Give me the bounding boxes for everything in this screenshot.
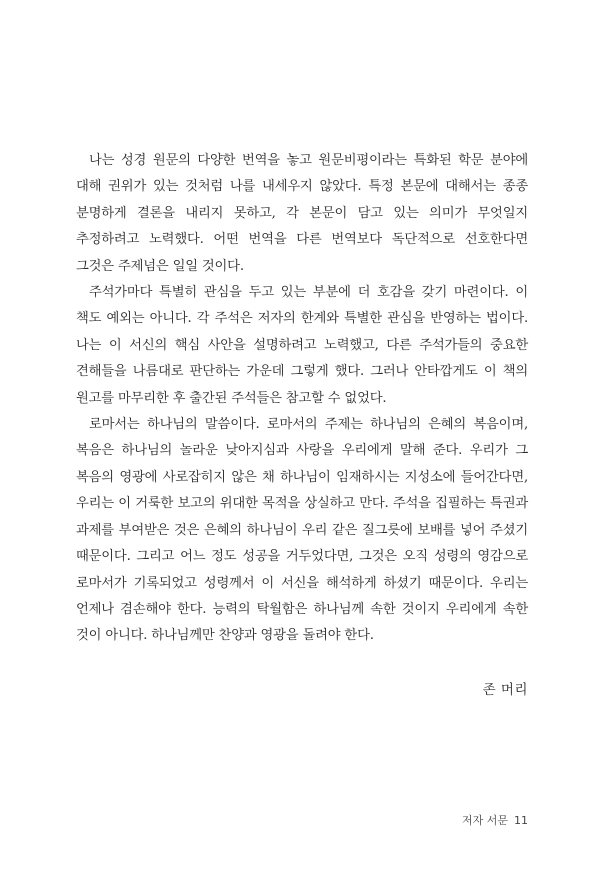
running-footer-section: 저자 서문 — [461, 814, 508, 827]
paragraph-2: 주석가마다 특별히 관심을 두고 있는 부분에 더 호감을 갖기 마련이다. 이 책도 예외는 아니다. 각 주석은 저자의 한계와 특별한 관심을 반영하는 법이다. 나는 이 서신의 핵심 사안을 설명하려고 노력했고, 다른 주석가들의 중요한 견해들을 나름대로 판단하는 가운데 그렇게 했다. 그러나 안타깝게도 이 책의 원고를 마무리한 후 출간된 주석들은 참고할 수 없었다. — [76, 285, 528, 406]
page-footer — [462, 812, 528, 828]
preface-body — [76, 148, 528, 650]
paragraph-1: 나는 성경 원문의 다양한 번역을 놓고 원문비평이라는 특화된 학문 분야에 대해 권위가 있는 것처럼 나를 내세우지 않았다. 특정 본문에 대해서는 종종 분명하게 결론을 내리지 못하고, 각 본문이 담고 있는 의미가 무엇일지 추정하려고 노력했다. 어떤 번역을 다른 번역보다 독단적으로 선호한다면 그것은 주제넘은 일일 것이다. — [76, 153, 528, 274]
author-signature: 존 머리 — [482, 682, 528, 698]
page-number: 11 — [514, 814, 528, 827]
paragraph-3: 로마서는 하나님의 말씀이다. 로마서의 주제는 하나님의 은혜의 복음이며, 복음은 하나님의 놀라운 낮아지심과 사랑을 우리에게 말해 준다. 우리가 그 복음의 영광에 사로잡히지 않은 채 하나님이 임재하시는 지성소에 들어간다면, 우리는 이 거룩한 보고의 위대한 목적을 상실하고 만다. 주석을 집필하는 특권과 과제를 부여받은 것은 은혜의 하나님이 우리 같은 질그릇에 보배를 넣어 주셨기 때문이다. 그리고 어느 정도 성공을 거두었다면, 그것은 오직 성령의 영감으로 로마서가 기록되었고 성령께서 이 서신을 해석하게 하셨기 때문이다. 우리는 언제나 겸손해야 한다. 능력의 탁월함은 하나님께 속한 것이지 우리에게 속한 것이 아니다. 하나님께만 찬양과 영광을 돌려야 한다. — [76, 417, 528, 644]
